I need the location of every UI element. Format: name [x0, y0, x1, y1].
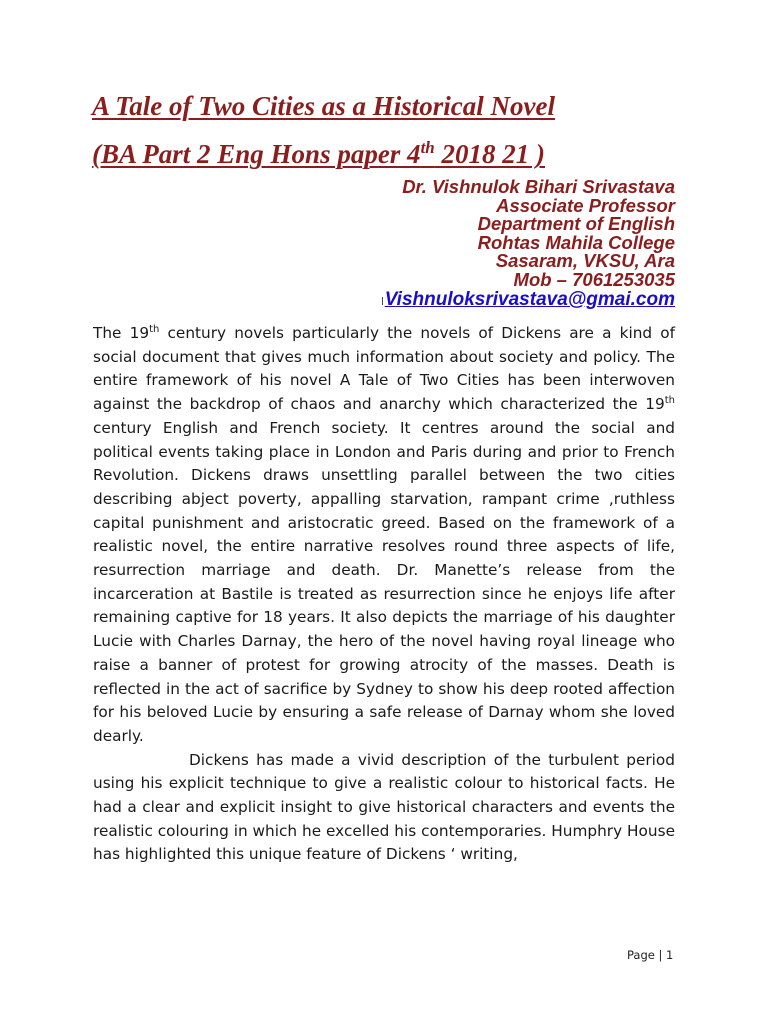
title-line-2 [92, 127, 692, 175]
title-line-2-sup: th [420, 138, 435, 157]
p1-part-c: century English and French society. It centres around the social and political events taking place in London and Paris during and prior to French Revolution. Dickens draws unsettling parallel between the two cities describing abject poverty, appalling starvation, rampant crime ,ruthless capital punishment and aristocratic greed. Based on the framework of a realistic novel, the entire narrative resolves round three aspects of life, resurrection marriage and death. Dr. Manette’s release from the incarceration at Bastile is treated as resurrection since he enjoys life after remaining captive for 18 years. It also depicts the marriage of his daughter Lucie with Charles Darnay, the hero of the novel having royal lineage who raise a banner of protest for growing atrocity of the masses. Death is reflected in the act of sacrifice by Sydney to show his deep rooted affection for his beloved Lucie by ensuring a safe release of Darnay whom she loved dearly. [93, 418, 675, 745]
email-bullet: l [381, 296, 384, 308]
author-mobile: Mob – 7061253035 [513, 268, 675, 290]
document-body [93, 322, 675, 867]
document-title [92, 86, 692, 175]
author-block [381, 178, 675, 312]
p1-sup-1: th [149, 323, 160, 335]
author-department: Department of English [477, 213, 675, 234]
p1-sup-2: th [664, 395, 675, 407]
title-line-2-post: 2018 21 ) [434, 139, 545, 169]
p1-part-a: The 19 [93, 324, 150, 342]
p1-part-b: century novels particularly the novels of Dickens are a kind of social document that gives much information about society and policy. The entire framework of his novel A Tale of Two Cities has been interwoven against the backdrop of chaos and anarchy which characterized the 19 [93, 324, 676, 414]
author-name: Dr. Vishnulok Bihari Srivastava [402, 176, 675, 197]
page-number-footer: Page | 1 [627, 948, 674, 962]
author-location: Sasaram, VKSU, Ara [495, 250, 675, 271]
paragraph-2: Dickens has made a vivid description of the turbulent period using his explicit technique to give a realistic colour to historical facts. He had a clear and explicit insight to give historical characters and events the realistic colouring in which he excelled his contemporaries. Humphry House has highlighted this unique feature of Dickens ‘ writing, [93, 750, 675, 864]
author-college: Rohtas Mahila College [477, 231, 675, 253]
title-line-1: A Tale of Two Cities as a Historical Novel [92, 91, 555, 121]
paragraph-1 [93, 322, 675, 749]
author-position: Associate Professor [496, 194, 675, 216]
author-email-link[interactable]: Vishnuloksrivastava@gmai.com [384, 289, 675, 310]
title-line-2-pre: (BA Part 2 Eng Hons paper 4 [92, 139, 421, 169]
author-email-row [381, 289, 675, 312]
